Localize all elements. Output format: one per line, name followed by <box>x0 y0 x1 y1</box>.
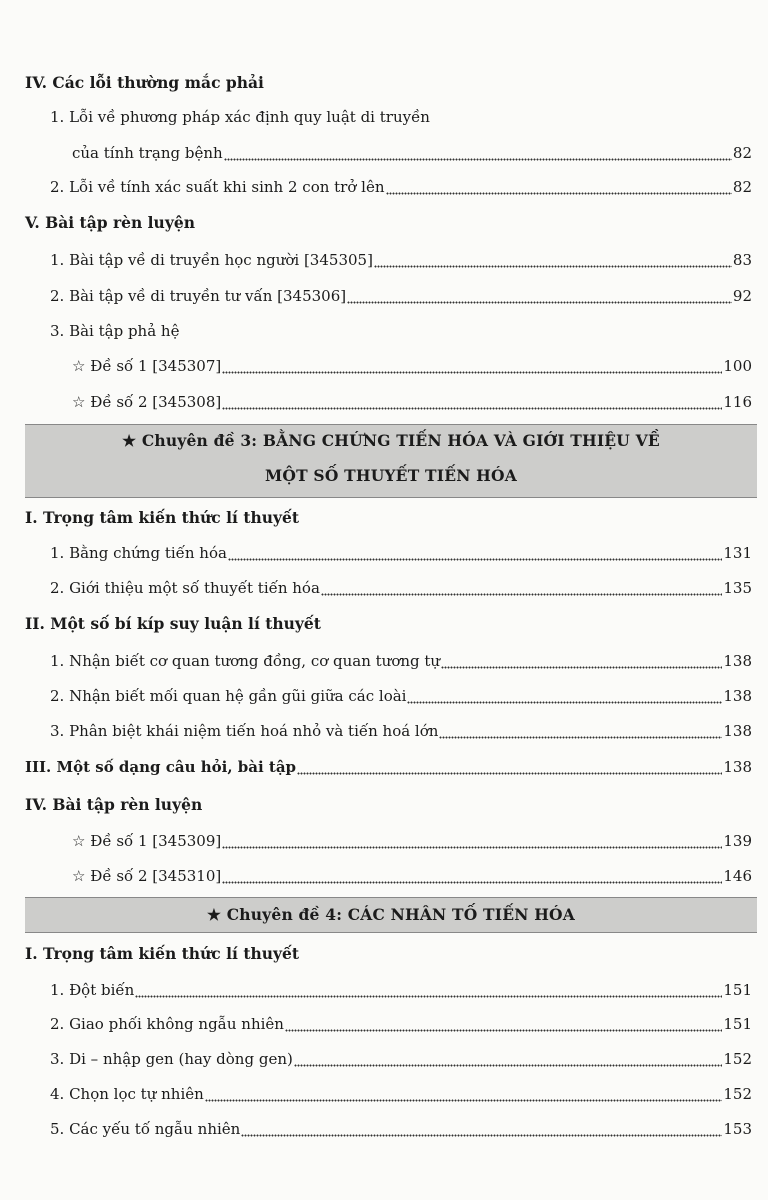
section-heading: V. Bài tập rèn luyện <box>25 213 195 232</box>
page-number: 153 <box>723 1120 752 1138</box>
dot-leader <box>297 757 722 777</box>
page-number: 152 <box>723 1050 752 1068</box>
dot-leader <box>241 1119 722 1139</box>
toc-text-line: 3. Bài tập phả hệ <box>50 322 180 340</box>
toc-entry[interactable] <box>72 866 752 886</box>
toc-entry-label: 1. Bài tập về di truyền học người [345305] <box>50 251 373 269</box>
page-number: 138 <box>723 722 752 740</box>
dot-leader <box>407 686 722 706</box>
toc-entry[interactable] <box>72 831 752 851</box>
toc-entry[interactable] <box>50 250 752 270</box>
toc-entry[interactable] <box>72 143 752 163</box>
section-heading: I. Trọng tâm kiến thức lí thuyết <box>25 944 300 963</box>
toc-entry-label: 2. Giới thiệu một số thuyết tiến hóa <box>50 579 320 597</box>
dot-leader <box>222 392 722 412</box>
page-number: 146 <box>723 867 752 885</box>
chapter-title: ★ Chuyên đề 3: BẰNG CHỨNG TIẾN HÓA VÀ GIỚI THIỆU VỀ <box>122 431 660 450</box>
dot-leader <box>439 721 722 741</box>
dot-leader <box>386 177 732 197</box>
toc-entry[interactable] <box>25 757 752 777</box>
star-outline-icon: ☆ <box>72 393 91 411</box>
page-number: 92 <box>732 287 752 305</box>
page-number: 151 <box>723 1015 752 1033</box>
dot-leader <box>135 980 722 1000</box>
section-heading: II. Một số bí kíp suy luận lí thuyết <box>25 614 321 633</box>
toc-entry-label: của tính trạng bệnh <box>72 144 223 162</box>
page-number: 82 <box>732 144 752 162</box>
page-number: 131 <box>723 544 752 562</box>
dot-leader <box>441 651 722 671</box>
dot-leader <box>285 1014 722 1034</box>
page-number: 138 <box>723 687 752 705</box>
toc-entry[interactable] <box>50 1119 752 1139</box>
toc-entry[interactable] <box>72 392 752 412</box>
dot-leader <box>321 578 722 598</box>
toc-entry-label: ☆ Đề số 2 [345310] <box>72 867 222 885</box>
toc-entry-label: ☆ Đề số 1 [345309] <box>72 832 222 850</box>
toc-entry[interactable] <box>50 286 752 306</box>
star-outline-icon: ☆ <box>72 867 91 885</box>
toc-entry-label: 1. Đột biến <box>50 981 135 999</box>
toc-entry-label: 5. Các yếu tố ngẫu nhiên <box>50 1120 241 1138</box>
toc-entry-label: III. Một số dạng câu hỏi, bài tập <box>25 758 297 776</box>
dot-leader <box>347 286 732 306</box>
dot-leader <box>224 143 732 163</box>
toc-text-line: 1. Lỗi về phương pháp xác định quy luật di truyền <box>50 108 430 126</box>
page-number: 138 <box>723 758 752 776</box>
section-heading: IV. Bài tập rèn luyện <box>25 795 203 814</box>
toc-entry-label: 4. Chọn lọc tự nhiên <box>50 1085 204 1103</box>
page-number: 138 <box>723 652 752 670</box>
chapter-title: ★ Chuyên đề 4: CÁC NHÂN TỐ TIẾN HÓA <box>207 905 575 924</box>
toc-entry-label: 3. Di – nhập gen (hay dòng gen) <box>50 1050 293 1068</box>
section-heading: IV. Các lỗi thường mắc phải <box>25 73 264 92</box>
toc-entry-label: 2. Giao phối không ngẫu nhiên <box>50 1015 284 1033</box>
toc-entry-label: 2. Lỗi về tính xác suất khi sinh 2 con trở lên <box>50 178 385 196</box>
page-number: 151 <box>723 981 752 999</box>
page-number: 152 <box>723 1085 752 1103</box>
page-number: 82 <box>732 178 752 196</box>
dot-leader <box>228 543 722 563</box>
dot-leader <box>205 1084 723 1104</box>
toc-entry[interactable] <box>50 651 752 671</box>
star-outline-icon: ☆ <box>72 357 91 375</box>
dot-leader <box>222 356 722 376</box>
chapter-banner <box>25 897 757 933</box>
chapter-title: MỘT SỐ THUYẾT TIẾN HÓA <box>265 466 517 485</box>
toc-entry-label: 2. Nhận biết mối quan hệ gần gũi giữa các loài <box>50 687 407 705</box>
toc-entry-label: 1. Nhận biết cơ quan tương đồng, cơ quan tương tự <box>50 652 441 670</box>
toc-entry[interactable] <box>72 356 752 376</box>
dot-leader <box>222 831 722 851</box>
page-number: 100 <box>723 357 752 375</box>
dot-leader <box>222 866 722 886</box>
star-outline-icon: ☆ <box>72 832 91 850</box>
toc-entry[interactable] <box>50 721 752 741</box>
section-heading: I. Trọng tâm kiến thức lí thuyết <box>25 508 300 527</box>
dot-leader <box>294 1049 723 1069</box>
page-number: 83 <box>732 251 752 269</box>
toc-entry[interactable] <box>50 1049 752 1069</box>
toc-entry-label: ☆ Đề số 1 [345307] <box>72 357 222 375</box>
page-number: 139 <box>723 832 752 850</box>
toc-entry[interactable] <box>50 686 752 706</box>
dot-leader <box>374 250 732 270</box>
toc-entry-label: 1. Bằng chứng tiến hóa <box>50 544 227 562</box>
page-number: 116 <box>723 393 752 411</box>
toc-entry[interactable] <box>50 578 752 598</box>
toc-entry[interactable] <box>50 980 752 1000</box>
toc-entry-label: ☆ Đề số 2 [345308] <box>72 393 222 411</box>
chapter-banner <box>25 424 757 498</box>
toc-entry[interactable] <box>50 543 752 563</box>
toc-entry-label: 3. Phân biệt khái niệm tiến hoá nhỏ và tiến hoá lớn <box>50 722 439 740</box>
page-number: 135 <box>723 579 752 597</box>
toc-entry[interactable] <box>50 177 752 197</box>
toc-entry-label: 2. Bài tập về di truyền tư vấn [345306] <box>50 287 347 305</box>
toc-entry[interactable] <box>50 1014 752 1034</box>
toc-entry[interactable] <box>50 1084 752 1104</box>
